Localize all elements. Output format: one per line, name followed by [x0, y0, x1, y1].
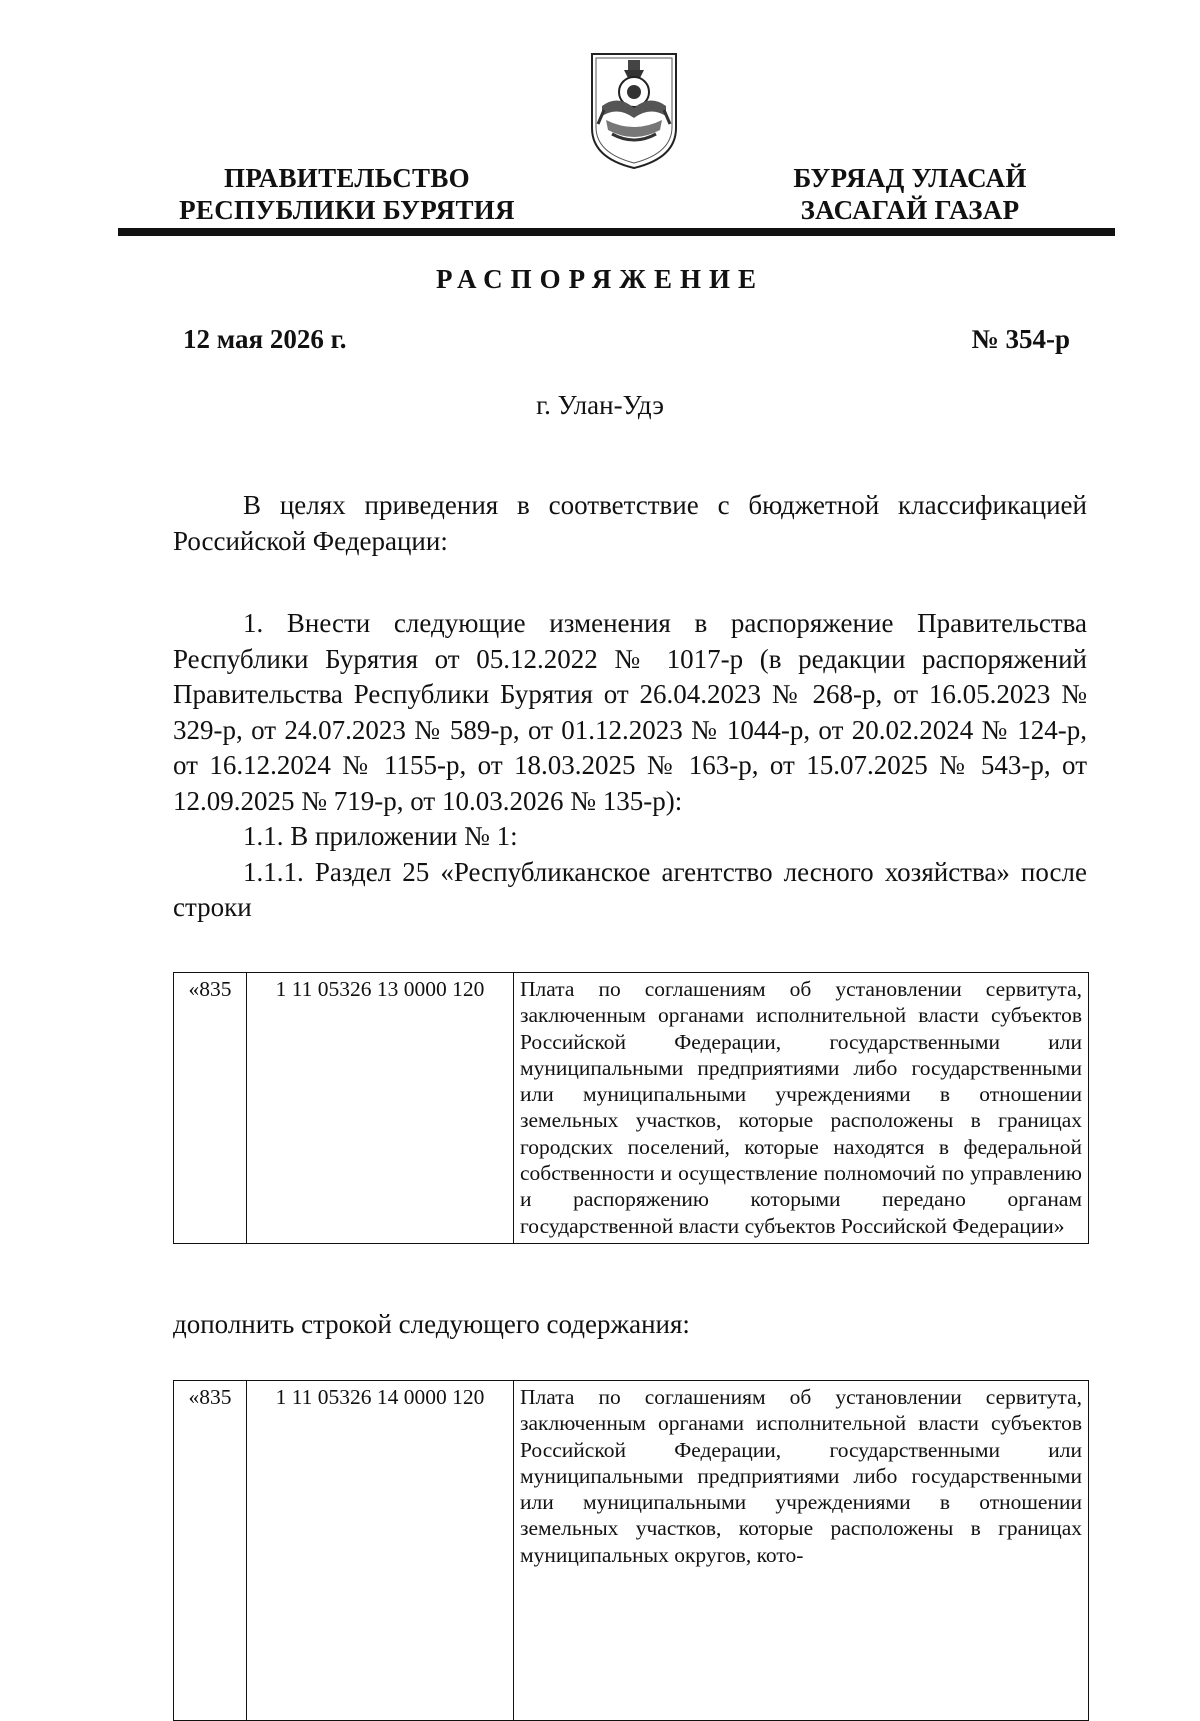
- admin-code-cell: «835: [174, 1381, 247, 1721]
- preamble-block: [173, 488, 1087, 559]
- table-row: [174, 973, 1089, 1244]
- coat-of-arms-icon: [588, 50, 680, 170]
- org-right-line-2: ЗАСАГАЙ ГАЗАР: [800, 195, 1020, 225]
- table-row: [174, 1381, 1089, 1721]
- admin-code-cell: «835: [174, 973, 247, 1244]
- org-right-line-1: БУРЯАД УЛАСАЙ: [793, 163, 1027, 193]
- header-divider: [118, 228, 1115, 236]
- supplement-block: [173, 1307, 1087, 1343]
- kbk-code-cell: 1 11 05326 13 0000 120: [247, 973, 514, 1244]
- item-1-1-1-paragraph: 1.1.1. Раздел 25 «Республиканское агентство лесного хозяйства» после строки: [173, 856, 1087, 922]
- organization-name-buryat: [760, 162, 1060, 226]
- item-1-paragraph: 1. Внести следующие изменения в распоряжение Правительства Республики Бурятия от 05.12.2022 № 1017-р (в редакции распоряжений Правительства Республики Бурятия от 26.04.2023 № 268-р, от 16.05.2023 № 329-р, от 24.07.2023 № 589-р, от 01.12.2023 № 1044-р, от 20.02.2024 № 124-р, от 16.12.2024 № 1155-р, от 18.03.2025 № 163-р, от 15.07.2025 № 543-р, от 12.09.2025 № 719-р, от 10.03.2026 № 135-р):: [173, 608, 1087, 816]
- preamble-paragraph: В целях приведения в соответствие с бюджетной классификацией Российской Федерации:: [173, 490, 1087, 556]
- item-1-1-paragraph: 1.1. В приложении № 1:: [243, 821, 518, 851]
- description-cell: Плата по соглашениям об установлении сервитута, заключенным органами исполнительной власти субъектов Российской Федерации, государственными или муниципальными предприятиями либо государственными или муниципальными учреждениями в отношении земельных участков, которые расположены в границах городских поселений, которые находятся в федеральной собственности и осуществление полномочий по управлению и распоряжению которыми передано органам государственной власти субъектов Российской Федерации»: [514, 973, 1089, 1244]
- organization-name-russian: [162, 162, 532, 226]
- document-city: г. Улан-Удэ: [536, 390, 664, 420]
- items-block: [173, 606, 1087, 926]
- org-left-line-1: ПРАВИТЕЛЬСТВО: [224, 163, 470, 193]
- kbk-code-cell: 1 11 05326 14 0000 120: [247, 1381, 514, 1721]
- document-number: № 354-р: [971, 324, 1070, 354]
- document-date: 12 мая 2026 г.: [183, 324, 347, 354]
- supplement-paragraph: дополнить строкой следующего содержания:: [173, 1309, 690, 1339]
- existing-row-table: [173, 972, 1089, 1244]
- description-cell: Плата по соглашениям об установлении сервитута, заключенным органами исполнительной власти субъектов Российской Федерации, государственными или муниципальными предприятиями либо государственными или муниципальными учреждениями в отношении земельных участков, которые расположены в границах муниципальных округов, кото-: [514, 1381, 1089, 1721]
- document-type: РАСПОРЯЖЕНИЕ: [435, 264, 765, 294]
- new-row-table: [173, 1380, 1089, 1721]
- org-left-line-2: РЕСПУБЛИКИ БУРЯТИЯ: [179, 195, 515, 225]
